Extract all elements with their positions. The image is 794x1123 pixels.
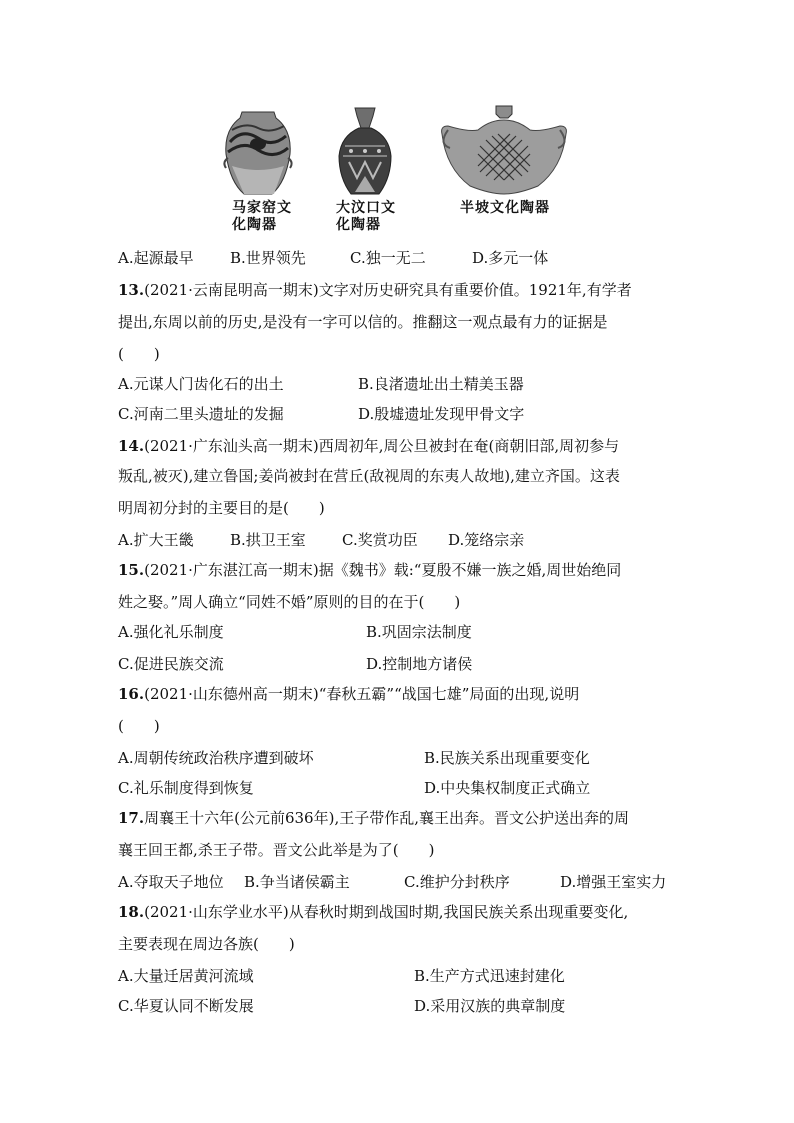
q17-stem-line: [118, 808, 629, 828]
caption-majiayao: [232, 200, 292, 234]
q14-stem-line: 叛乱,被灭),建立鲁国;姜尚被封在营丘(敌视周的东夷人故地),建立齐国。这表: [118, 467, 620, 485]
q13-option-b[interactable]: B.良渚遗址出土精美玉器: [358, 375, 524, 393]
question-number: 14.: [118, 437, 145, 455]
q13-answer-blank: ( ): [118, 345, 160, 363]
q15-option-d[interactable]: D.控制地方诸侯: [366, 655, 473, 673]
q15-option-c[interactable]: C.促进民族交流: [118, 655, 224, 673]
q16-option-c[interactable]: C.礼乐制度得到恢复: [118, 779, 254, 797]
q14-option-d[interactable]: D.笼络宗亲: [448, 531, 525, 549]
q14-option-b[interactable]: B.拱卫王室: [230, 531, 306, 549]
caption-line: 马家窑文: [232, 200, 292, 216]
q13-stem-line: [118, 280, 632, 300]
dawenkou-pottery-image: [335, 106, 395, 198]
q18-text-1: (2021·山东学业水平)从春秋时期到战国时期,我国民族关系出现重要变化,: [144, 903, 629, 921]
q15-stem-line: [118, 560, 621, 580]
q16-option-d[interactable]: D.中央集权制度正式确立: [424, 779, 591, 797]
q18-option-c[interactable]: C.华夏认同不断发展: [118, 997, 254, 1015]
pottery-figure: [0, 98, 794, 238]
q15-option-a[interactable]: A.强化礼乐制度: [118, 623, 224, 641]
question-number: 15.: [118, 561, 145, 579]
q17-option-a[interactable]: A.夺取天子地位: [118, 873, 224, 891]
q17-text-1: 周襄王十六年(公元前636年),王子带作乱,襄王出奔。晋文公护送出奔的周: [144, 809, 629, 827]
q15-text-1: (2021·广东湛江高一期末)据《魏书》载:“夏殷不嫌一族之婚,周世始绝同: [144, 561, 622, 579]
majiayao-pottery-image: [222, 108, 294, 198]
q15-option-b[interactable]: B.巩固宗法制度: [366, 623, 472, 641]
q16-option-a[interactable]: A.周朝传统政治秩序遭到破坏: [118, 749, 314, 767]
caption-line: 大汶口文: [336, 200, 396, 216]
q18-stem-line: 主要表现在周边各族( ): [118, 935, 295, 953]
question-number: 16.: [118, 685, 145, 703]
q18-option-d[interactable]: D.采用汉族的典章制度: [414, 997, 566, 1015]
question-number: 18.: [118, 903, 145, 921]
q15-stem-line: 姓之娶。”周人确立“同姓不婚”原则的目的在于( ): [118, 593, 461, 611]
banpo-pottery-image: [438, 104, 570, 196]
q17-option-c[interactable]: C.维护分封秩序: [404, 873, 510, 891]
q14-stem-line: [118, 436, 619, 456]
caption-line: 半坡文化陶器: [460, 200, 550, 216]
q18-option-a[interactable]: A.大量迁居黄河流域: [118, 967, 254, 985]
caption-dawenkou: [336, 200, 396, 234]
q16-text-1: (2021·山东德州高一期末)“春秋五霸”“战国七雄”局面的出现,说明: [144, 685, 580, 703]
q17-option-d[interactable]: D.增强王室实力: [560, 873, 667, 891]
q18-stem-line: [118, 902, 628, 922]
q13-option-a[interactable]: A.元谋人门齿化石的出土: [118, 375, 284, 393]
q14-option-a[interactable]: A.扩大王畿: [118, 531, 194, 549]
caption-line: 化陶器: [232, 217, 277, 233]
q14-text-1: (2021·广东汕头高一期末)西周初年,周公旦被封在奄(商朝旧部,周初参与: [144, 437, 620, 455]
q17-stem-line: 襄王回王都,杀王子带。晋文公此举是为了( ): [118, 841, 435, 859]
question-number: 17.: [118, 809, 145, 827]
q14-stem-line: 明周初分封的主要目的是( ): [118, 499, 325, 517]
q17-option-b[interactable]: B.争当诸侯霸主: [244, 873, 350, 891]
q12-option-d[interactable]: D.多元一体: [472, 249, 549, 267]
q13-stem-line: 提出,东周以前的历史,是没有一字可以信的。推翻这一观点最有力的证据是: [118, 313, 608, 331]
q13-text-1: (2021·云南昆明高一期末)文字对历史研究具有重要价值。1921年,有学者: [144, 281, 632, 299]
q12-option-a[interactable]: A.起源最早: [118, 249, 194, 267]
q13-option-c[interactable]: C.河南二里头遗址的发掘: [118, 405, 284, 423]
q13-option-d[interactable]: D.殷墟遗址发现甲骨文字: [358, 405, 525, 423]
q16-stem-line: [118, 684, 579, 704]
caption-line: 化陶器: [336, 217, 381, 233]
q12-option-b[interactable]: B.世界领先: [230, 249, 306, 267]
q16-option-b[interactable]: B.民族关系出现重要变化: [424, 749, 590, 767]
q12-option-c[interactable]: C.独一无二: [350, 249, 426, 267]
caption-banpo: [460, 200, 550, 217]
q18-option-b[interactable]: B.生产方式迅速封建化: [414, 967, 565, 985]
q16-answer-blank: ( ): [118, 717, 160, 735]
q14-option-c[interactable]: C.奖赏功臣: [342, 531, 418, 549]
question-number: 13.: [118, 281, 145, 299]
